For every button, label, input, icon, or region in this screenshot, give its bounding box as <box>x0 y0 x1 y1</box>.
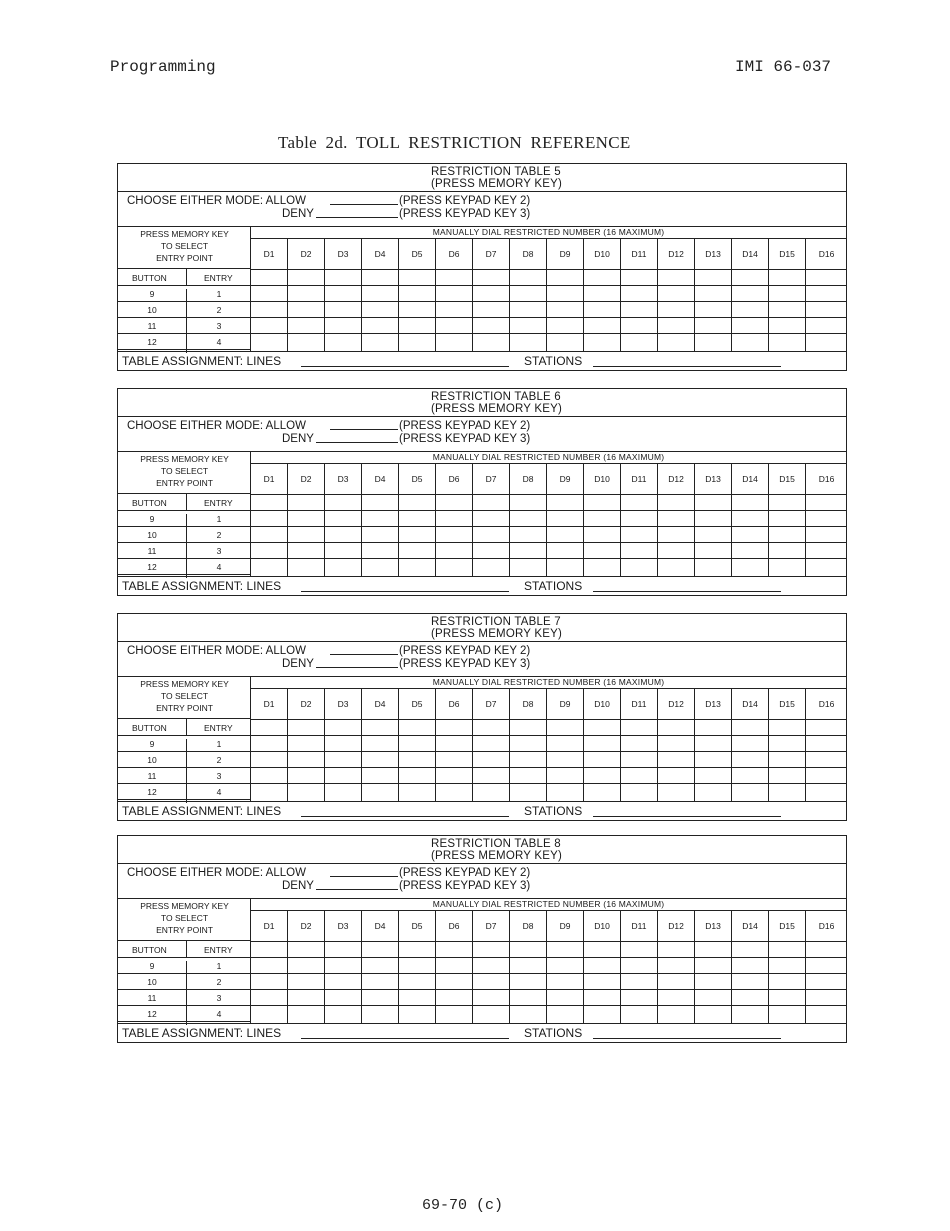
allow-key-note: (PRESS KEYPAD KEY 2) <box>399 867 531 879</box>
digit-label: D12 <box>668 474 684 484</box>
assignment-lines-label: TABLE ASSIGNMENT: LINES <box>122 354 282 368</box>
digit-column <box>732 911 769 1023</box>
digit-label: D9 <box>559 699 571 709</box>
stations-blank-line <box>593 1038 781 1039</box>
allow-blank-line <box>330 204 398 205</box>
digit-column <box>362 689 399 801</box>
digit-label: D13 <box>705 249 721 259</box>
table-title-block <box>118 614 846 642</box>
digit-label: D15 <box>779 474 795 484</box>
entry-cell: 2 <box>186 530 251 546</box>
digit-label: D2 <box>300 699 312 709</box>
mode-deny-label: DENY <box>282 658 314 670</box>
mode-selection <box>118 864 846 899</box>
digit-label: D12 <box>668 699 684 709</box>
mode-allow-label: CHOOSE EITHER MODE: ALLOW <box>127 867 306 879</box>
entry-header: ENTRY <box>204 723 233 733</box>
stations-blank-line <box>593 591 781 592</box>
digit-column <box>806 689 847 801</box>
digit-label: D12 <box>668 249 684 259</box>
digit-label: D16 <box>818 699 835 709</box>
restriction-table-8 <box>117 835 847 1043</box>
digit-column <box>473 464 510 576</box>
entry-cell: 1 <box>186 289 251 305</box>
button-cell: 11 <box>147 321 157 331</box>
button-header: BUTTON <box>132 498 167 508</box>
button-cell: 11 <box>147 546 157 556</box>
digit-label: D3 <box>337 249 349 259</box>
digit-column <box>584 689 621 801</box>
table-assignment <box>118 801 846 820</box>
assignment-stations-label: STATIONS <box>524 804 583 818</box>
digit-label: D11 <box>631 699 647 709</box>
entry-cell: 2 <box>186 305 251 321</box>
allow-key-note: (PRESS KEYPAD KEY 2) <box>399 420 531 432</box>
entry-cell: 4 <box>186 787 251 803</box>
assignment-lines-label: TABLE ASSIGNMENT: LINES <box>122 1026 282 1040</box>
allow-blank-line <box>330 876 398 877</box>
digit-label: D2 <box>300 249 312 259</box>
digit-column <box>399 239 436 351</box>
digit-label: D8 <box>522 921 534 931</box>
digit-label: D7 <box>485 249 497 259</box>
digit-label: D1 <box>263 699 275 709</box>
digit-column <box>399 689 436 801</box>
digit-column <box>658 239 695 351</box>
table-title: RESTRICTION TABLE 7 <box>431 616 561 628</box>
digit-grid <box>251 239 846 351</box>
digit-label: D9 <box>559 921 571 931</box>
table-row <box>118 958 250 974</box>
table-subtitle: (PRESS MEMORY KEY) <box>431 850 562 862</box>
mode-allow-label: CHOOSE EITHER MODE: ALLOW <box>127 645 306 657</box>
allow-key-note: (PRESS KEYPAD KEY 2) <box>399 195 531 207</box>
deny-key-note: (PRESS KEYPAD KEY 3) <box>399 208 531 220</box>
deny-blank-line <box>316 889 398 890</box>
button-cell: 10 <box>147 755 157 765</box>
page-title: Table 2d. TOLL RESTRICTION REFERENCE <box>278 133 631 152</box>
digit-column <box>473 911 510 1023</box>
table-title-block <box>118 389 846 417</box>
digit-label: D9 <box>559 249 571 259</box>
digit-label: D6 <box>448 474 460 484</box>
digit-column <box>547 464 584 576</box>
deny-blank-line <box>316 217 398 218</box>
button-cell: 12 <box>147 562 157 572</box>
digit-column <box>658 689 695 801</box>
digit-label: D12 <box>668 921 684 931</box>
table-title: RESTRICTION TABLE 6 <box>431 391 561 403</box>
manual-dial-header: MANUALLY DIAL RESTRICTED NUMBER (16 MAXIMUM) <box>251 677 846 689</box>
digit-grid <box>251 464 846 576</box>
digit-label: D5 <box>411 474 423 484</box>
mode-deny-label: DENY <box>282 208 314 220</box>
digit-column <box>473 239 510 351</box>
button-cell: 12 <box>147 1009 157 1019</box>
entry-point-column <box>118 677 251 801</box>
entry-cell: 2 <box>186 977 251 993</box>
digit-label: D7 <box>485 474 497 484</box>
press-memory-note: PRESS MEMORY KEY TO SELECT ENTRY POINT <box>140 454 229 488</box>
digit-column <box>769 689 806 801</box>
assignment-stations-label: STATIONS <box>524 579 583 593</box>
press-memory-note: PRESS MEMORY KEY TO SELECT ENTRY POINT <box>140 229 229 263</box>
digit-label: D7 <box>485 921 497 931</box>
digit-column <box>621 239 658 351</box>
deny-blank-line <box>316 442 398 443</box>
digit-column <box>584 911 621 1023</box>
restriction-table-7 <box>117 613 847 821</box>
digit-column <box>288 239 325 351</box>
digit-column <box>436 239 473 351</box>
digit-label: D14 <box>742 474 758 484</box>
lines-blank-line <box>301 1038 509 1039</box>
entry-cell: 3 <box>186 546 251 562</box>
digit-label: D6 <box>448 249 460 259</box>
digit-column <box>584 239 621 351</box>
digit-grid <box>251 911 846 1023</box>
digit-column <box>288 464 325 576</box>
digit-column <box>621 689 658 801</box>
digit-label: D5 <box>411 249 423 259</box>
button-entry-header <box>118 940 250 958</box>
table-title: RESTRICTION TABLE 8 <box>431 838 561 850</box>
digit-column <box>325 689 362 801</box>
assignment-stations-label: STATIONS <box>524 354 583 368</box>
lines-blank-line <box>301 591 509 592</box>
digit-column <box>325 239 362 351</box>
digit-column <box>510 464 547 576</box>
digit-label: D13 <box>705 921 721 931</box>
digit-column <box>547 239 584 351</box>
table-row <box>118 784 250 800</box>
entry-cell: 1 <box>186 961 251 977</box>
digit-label: D10 <box>594 474 610 484</box>
digit-label: D4 <box>374 921 386 931</box>
digit-label: D10 <box>594 249 610 259</box>
digit-label: D1 <box>263 249 275 259</box>
assignment-lines-label: TABLE ASSIGNMENT: LINES <box>122 804 282 818</box>
button-cell: 10 <box>147 977 157 987</box>
table-row <box>118 736 250 752</box>
digit-label: D11 <box>631 921 647 931</box>
digit-label: D16 <box>818 921 835 931</box>
digit-label: D10 <box>594 921 610 931</box>
button-cell: 9 <box>149 739 155 749</box>
digit-label: D3 <box>337 474 349 484</box>
table-assignment <box>118 1023 846 1042</box>
button-cell: 9 <box>149 961 155 971</box>
table-row <box>118 286 250 302</box>
digit-label: D10 <box>594 699 610 709</box>
header-section: Programming <box>110 58 216 76</box>
digit-label: D15 <box>779 921 795 931</box>
entry-cell: 1 <box>186 739 251 755</box>
digit-column <box>695 689 732 801</box>
deny-blank-line <box>316 667 398 668</box>
digit-label: D4 <box>374 699 386 709</box>
digit-label: D3 <box>337 921 349 931</box>
digit-label: D1 <box>263 474 275 484</box>
assignment-lines-label: TABLE ASSIGNMENT: LINES <box>122 579 282 593</box>
mode-deny-label: DENY <box>282 880 314 892</box>
table-title-block <box>118 836 846 864</box>
manual-dial-header: MANUALLY DIAL RESTRICTED NUMBER (16 MAXIMUM) <box>251 899 846 911</box>
digit-column <box>436 911 473 1023</box>
table-row <box>118 334 250 350</box>
table-row <box>118 974 250 990</box>
digit-grid <box>251 689 846 801</box>
digit-label: D4 <box>374 249 386 259</box>
document-number: IMI 66-037 <box>735 58 832 76</box>
button-entry-header <box>118 718 250 736</box>
digit-column <box>510 239 547 351</box>
digit-label: D15 <box>779 699 795 709</box>
digit-column <box>325 464 362 576</box>
allow-key-note: (PRESS KEYPAD KEY 2) <box>399 645 531 657</box>
mode-allow-label: CHOOSE EITHER MODE: ALLOW <box>127 420 306 432</box>
restriction-table-5 <box>117 163 847 371</box>
table-row <box>118 318 250 334</box>
button-header: BUTTON <box>132 723 167 733</box>
digit-column <box>436 689 473 801</box>
digit-column <box>362 239 399 351</box>
digit-column <box>362 464 399 576</box>
button-cell: 10 <box>147 305 157 315</box>
press-memory-note: PRESS MEMORY KEY TO SELECT ENTRY POINT <box>140 679 229 713</box>
table-subtitle: (PRESS MEMORY KEY) <box>431 403 562 415</box>
digit-label: D5 <box>411 921 423 931</box>
digit-column <box>473 689 510 801</box>
table-row <box>118 527 250 543</box>
button-entry-header <box>118 268 250 286</box>
button-cell: 12 <box>147 337 157 347</box>
digit-label: D8 <box>522 699 534 709</box>
digit-label: D2 <box>300 474 312 484</box>
digit-label: D7 <box>485 699 497 709</box>
button-cell: 12 <box>147 787 157 797</box>
digit-column <box>399 911 436 1023</box>
table-title-block <box>118 164 846 192</box>
entry-point-column <box>118 227 251 351</box>
digit-label: D13 <box>705 699 721 709</box>
digit-label: D14 <box>742 249 758 259</box>
entry-cell: 3 <box>186 321 251 337</box>
table-assignment <box>118 576 846 595</box>
digit-label: D13 <box>705 474 721 484</box>
manual-dial-header: MANUALLY DIAL RESTRICTED NUMBER (16 MAXIMUM) <box>251 227 846 239</box>
digit-column <box>695 464 732 576</box>
digit-column <box>325 911 362 1023</box>
digit-column <box>695 911 732 1023</box>
digit-column <box>436 464 473 576</box>
digit-column <box>547 689 584 801</box>
entry-cell: 4 <box>186 1009 251 1025</box>
digit-column <box>769 464 806 576</box>
digit-column <box>399 464 436 576</box>
digit-column <box>732 464 769 576</box>
digit-column <box>584 464 621 576</box>
button-cell: 11 <box>147 771 157 781</box>
manual-dial-header: MANUALLY DIAL RESTRICTED NUMBER (16 MAXIMUM) <box>251 452 846 464</box>
table-subtitle: (PRESS MEMORY KEY) <box>431 178 562 190</box>
digit-column <box>621 911 658 1023</box>
digit-label: D9 <box>559 474 571 484</box>
mode-selection <box>118 417 846 452</box>
table-row <box>118 559 250 575</box>
digit-column <box>769 911 806 1023</box>
entry-cell: 4 <box>186 562 251 578</box>
button-header: BUTTON <box>132 945 167 955</box>
digit-column <box>621 464 658 576</box>
digit-column <box>510 911 547 1023</box>
entry-cell: 2 <box>186 755 251 771</box>
table-title: RESTRICTION TABLE 5 <box>431 166 561 178</box>
digit-column <box>547 911 584 1023</box>
table-assignment <box>118 351 846 370</box>
entry-header: ENTRY <box>204 945 233 955</box>
allow-blank-line <box>330 429 398 430</box>
digit-label: D14 <box>742 921 758 931</box>
table-subtitle: (PRESS MEMORY KEY) <box>431 628 562 640</box>
entry-header: ENTRY <box>204 498 233 508</box>
lines-blank-line <box>301 366 509 367</box>
digit-label: D16 <box>818 474 835 484</box>
digit-label: D1 <box>263 921 275 931</box>
digit-column <box>658 911 695 1023</box>
button-header: BUTTON <box>132 273 167 283</box>
digit-column <box>251 689 288 801</box>
stations-blank-line <box>593 366 781 367</box>
digit-column <box>732 689 769 801</box>
digit-label: D6 <box>448 921 460 931</box>
digit-label: D2 <box>300 921 312 931</box>
mode-selection <box>118 642 846 677</box>
stations-blank-line <box>593 816 781 817</box>
digit-column <box>362 911 399 1023</box>
button-cell: 9 <box>149 514 155 524</box>
table-row <box>118 511 250 527</box>
mode-deny-label: DENY <box>282 433 314 445</box>
digit-label: D8 <box>522 474 534 484</box>
entry-cell: 3 <box>186 993 251 1009</box>
button-entry-header <box>118 493 250 511</box>
table-row <box>118 768 250 784</box>
table-row <box>118 752 250 768</box>
digit-column <box>251 239 288 351</box>
digit-label: D16 <box>818 249 835 259</box>
mode-allow-label: CHOOSE EITHER MODE: ALLOW <box>127 195 306 207</box>
press-memory-note: PRESS MEMORY KEY TO SELECT ENTRY POINT <box>140 901 229 935</box>
deny-key-note: (PRESS KEYPAD KEY 3) <box>399 880 531 892</box>
digit-label: D3 <box>337 699 349 709</box>
deny-key-note: (PRESS KEYPAD KEY 3) <box>399 658 531 670</box>
digit-label: D15 <box>779 249 795 259</box>
digit-label: D11 <box>631 249 647 259</box>
mode-selection <box>118 192 846 227</box>
digit-column <box>288 689 325 801</box>
digit-label: D11 <box>631 474 647 484</box>
digit-column <box>251 911 288 1023</box>
digit-label: D6 <box>448 699 460 709</box>
table-row <box>118 543 250 559</box>
entry-point-column <box>118 899 251 1023</box>
entry-cell: 4 <box>186 337 251 353</box>
table-row <box>118 1006 250 1022</box>
deny-key-note: (PRESS KEYPAD KEY 3) <box>399 433 531 445</box>
digit-column <box>732 239 769 351</box>
digit-label: D4 <box>374 474 386 484</box>
entry-point-column <box>118 452 251 576</box>
table-row <box>118 990 250 1006</box>
digit-column <box>510 689 547 801</box>
digit-column <box>806 911 847 1023</box>
button-cell: 9 <box>149 289 155 299</box>
digit-column <box>288 911 325 1023</box>
digit-column <box>251 464 288 576</box>
digit-column <box>695 239 732 351</box>
allow-blank-line <box>330 654 398 655</box>
entry-cell: 3 <box>186 771 251 787</box>
digit-column <box>769 239 806 351</box>
digit-label: D8 <box>522 249 534 259</box>
entry-cell: 1 <box>186 514 251 530</box>
digit-label: D5 <box>411 699 423 709</box>
page-number: 69-70 (c) <box>422 1197 504 1214</box>
digit-column <box>658 464 695 576</box>
button-cell: 11 <box>147 993 157 1003</box>
restriction-table-6 <box>117 388 847 596</box>
table-row <box>118 302 250 318</box>
assignment-stations-label: STATIONS <box>524 1026 583 1040</box>
digit-column <box>806 239 847 351</box>
lines-blank-line <box>301 816 509 817</box>
digit-column <box>806 464 847 576</box>
button-cell: 10 <box>147 530 157 540</box>
digit-label: D14 <box>742 699 758 709</box>
entry-header: ENTRY <box>204 273 233 283</box>
